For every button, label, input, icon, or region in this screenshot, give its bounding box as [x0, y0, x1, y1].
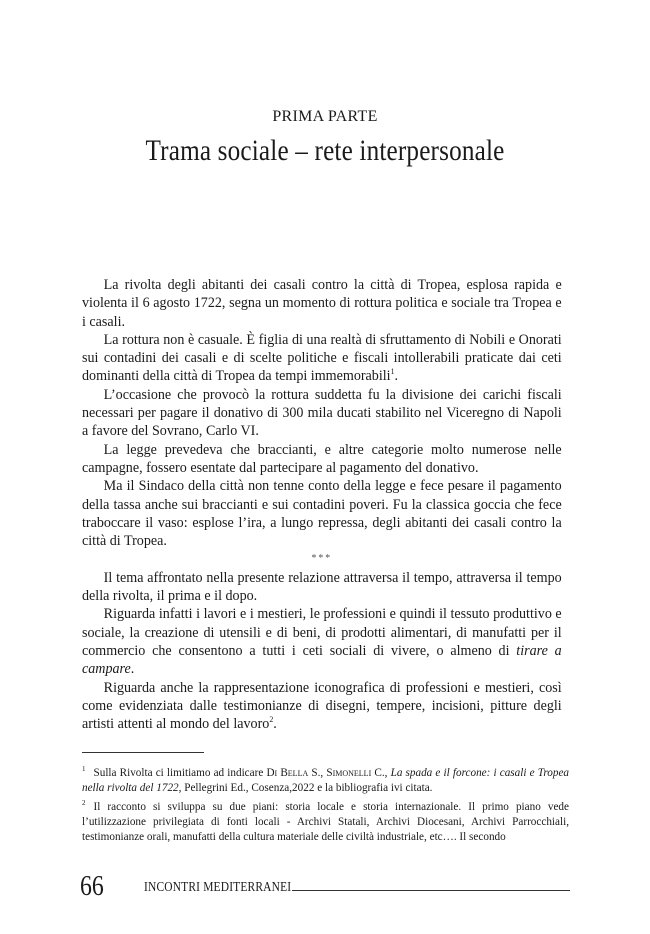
footnotes: [82, 766, 569, 849]
footnote-mark: 2: [82, 799, 86, 808]
footnote-text: Sulla Rivolta ci limitiamo ad indicare: [93, 767, 267, 779]
footnote-ref[interactable]: 2: [269, 715, 274, 725]
paragraph-text: La rottura non è casuale. È figlia di una realtà di sfruttamento di Nobili e Onorati sui contadini dei casali e di scelte politiche e fiscali intollerabili praticate dai ceti dominanti della città di Tropea da tempi immemorabili: [82, 331, 562, 385]
paragraph: La rottura non è casuale. È figlia di una realtà di sfruttamento di Nobili e Onorati sui contadini dei casali e di scelte politiche e fiscali intollerabili praticate dai ceti dominanti della città di Tropea da tempi immemorabili$^1$.: [82, 331, 562, 385]
paragraph: [82, 386, 562, 441]
footnote-2: [82, 800, 569, 845]
author-name: Di Bella: [266, 767, 309, 779]
paragraph: [82, 679, 562, 734]
page-number: 66: [80, 870, 104, 902]
paragraph: [82, 605, 562, 678]
paragraph-text: Riguarda anche la rappresentazione iconografica di professioni e mestieri, così come evidenziata dalle testimonianze di disegni, tempere, incisioni, pitture degli artisti attenti al mondo del lavoro: [82, 679, 562, 733]
paragraph-text: Riguarda infatti i lavori e i mestieri, le professioni e quindi il tessuto produttivo e sociale, la creazione di utensili e di beni, di prodotti alimentari, di manufatti per il commercio che consentono a tutti i ceti sociali di vivere, o almeno di: [82, 606, 562, 659]
paragraph-text: Il tema affrontato nella presente relazione attraversa il tempo, attraversa il tempo della rivolta, il prima e il dopo.: [82, 569, 562, 605]
section-separator: ***: [311, 553, 333, 565]
paragraph: [82, 477, 562, 550]
paragraph-text: .: [130, 661, 135, 678]
footnote-mark: 1: [82, 765, 86, 774]
paragraph: [82, 441, 562, 478]
page-footer: [80, 870, 570, 906]
body-text: [82, 276, 562, 733]
paragraph-text: La rivolta degli abitanti dei casali contro la città di Tropea, esplosa rapida e violenta il 6 agosto 1722, segna un momento di rottura politica e sociale tra Tropea e i casali.: [82, 277, 562, 330]
paragraph: [82, 569, 562, 606]
book-title: La spada e il forcone: i casali e Tropea nella rivolta del 1722: [82, 767, 570, 794]
journal-name: INCONTRI MEDITERRANEI: [144, 880, 292, 895]
footnote-ref[interactable]: 1: [390, 367, 395, 377]
footer-rule: [292, 890, 570, 891]
paragraph-text: L’occasione che provocò la rottura suddetta fu la divisione dei carichi fiscali necessari per pagare il donativo di 300 mila ducati stabilito nel Viceregno di Napoli a favore del Sovrano, Carlo VI.: [82, 386, 562, 440]
footnote-divider: [82, 752, 204, 753]
footnote-text: S.,: [308, 767, 327, 779]
part-label: PRIMA PARTE: [272, 108, 378, 125]
footnote-1: [82, 766, 569, 796]
italic-phrase: tirare a campare: [82, 642, 562, 678]
paragraph-text: La legge prevedeva che braccianti, e altre categorie molto numerose nelle campagne, fossero esentate dal partecipare al pagamento del donativo.: [82, 441, 562, 476]
paragraph: [82, 276, 562, 331]
author-name: Simonelli: [326, 767, 372, 779]
paragraph-text: Ma il Sindaco della città non tenne conto della legge e fece pesare il pagamento della tassa anche sui braccianti e sui contadini poveri. Fu la classica goccia che fece traboccare il vaso: esplose l’ira, a lungo repressa, degli abitanti dei casali contro la città di Tropea.: [82, 478, 562, 550]
footnote-text: Il racconto si sviluppa su due piani: storia locale e storia internazionale. Il primo piano vede l’utilizzazione privilegiata di fonti locali - Archivi Statali, Archivi Diocesani, Archivi Parrocchiali, testimonianze orali, manufatti della cultura materiale delle civiltà industriale, etc…. Il secondo: [82, 801, 569, 843]
footnote-text: , Pellegrini Ed., Cosenza,2022 e la bibliografia ivi citata.: [178, 782, 433, 794]
paragraph-text: .: [273, 716, 277, 733]
chapter-title: Trama sociale – rete interpersonale: [145, 134, 505, 167]
footnote-text: C.,: [371, 767, 391, 779]
